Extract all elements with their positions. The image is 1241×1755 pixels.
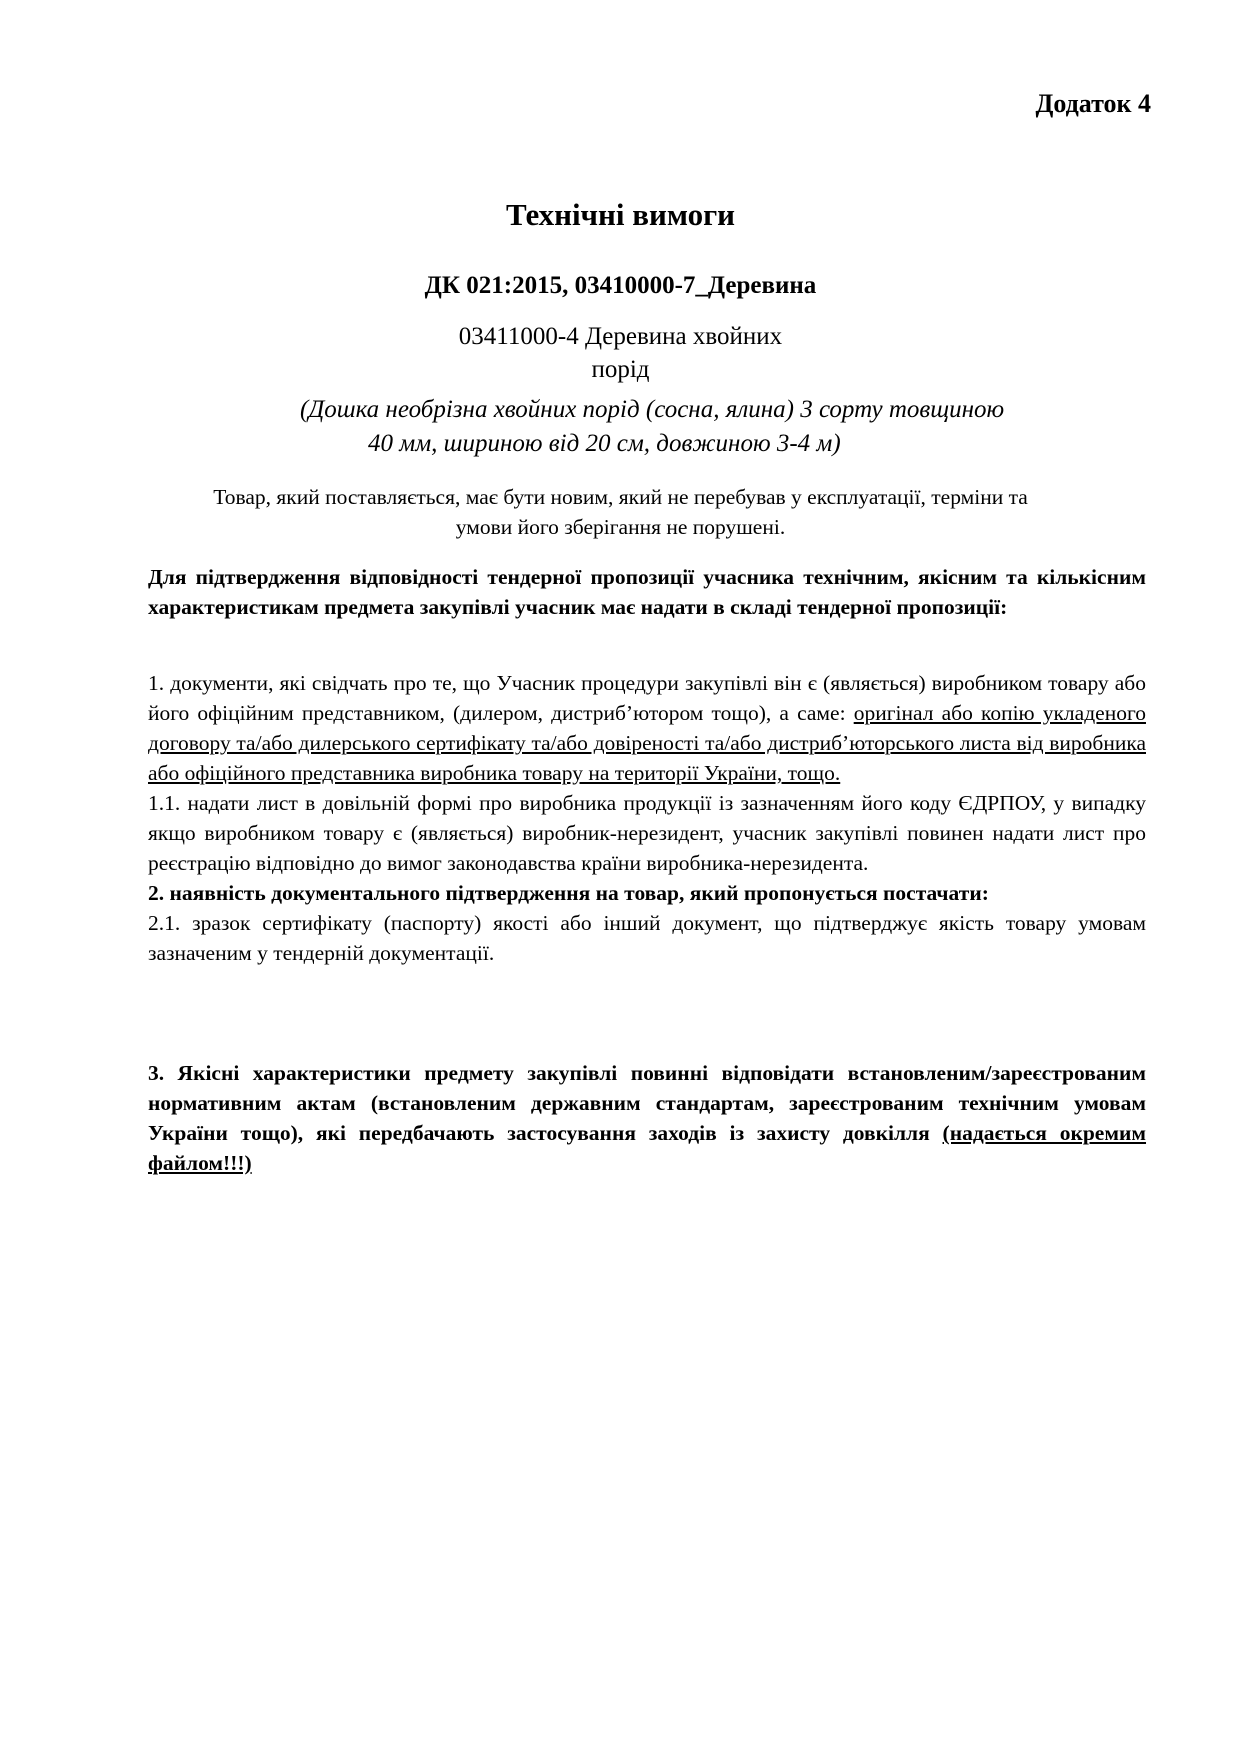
product-specification	[300, 393, 1160, 461]
item-3-text: 3. Якісні характеристики предмету закупівлі повинні відповідати встановленим/зареєстрованим нормативним актам (встановленим державним стандартам, зареєстрованим технічним умовам України тощо), які передбачають застосування заходів із захисту довкілля	[148, 1061, 1146, 1145]
item-1-text: 1. документи, які свідчать про те, що Учасник процедури закупівлі він є (являється) виробником товару або його офіційним представником, (дилером, дистриб’ютором тощо), а саме:	[148, 671, 1146, 725]
item-1-underlined: оригінал або копію укладеного договору та/або дилерського сертифікату та/або довіреності та/або дистриб’юторського листа від виробника або офіційного представника виробника товару на території України, тощо.	[148, 701, 1146, 785]
item-3-underlined: (надається окремим файлом!!!)	[148, 1121, 1147, 1175]
condition-note	[0, 482, 1241, 542]
item-2: 2. наявність документального підтвердження на товар, який пропонується постачати:	[148, 881, 989, 905]
requirements-list	[148, 668, 1146, 968]
subcode-line-1: 03411000-4 Деревина хвойних	[458, 323, 783, 350]
document-title: Технічні вимоги	[505, 197, 736, 232]
subcode-line-2: порід	[591, 356, 650, 383]
spec-line-2: 40 мм, шириною від 20 см, довжиною 3-4 м)	[368, 430, 841, 457]
item-2-1: 2.1. зразок сертифікату (паспорту) якості або інший документ, що підтверджує якість товару умовам зазначеним у тендерній документації.	[148, 911, 1146, 965]
requirements-intro: Для підтвердження відповідності тендерної пропозиції учасника технічним, якісним та кількісним характеристикам предмета закупівлі учасник має надати в складі тендерної пропозиції:	[148, 565, 1146, 619]
classification-code: ДК 021:2015, 03410000-7_Деревина	[424, 272, 817, 299]
annex-label: Додаток 4	[1035, 89, 1151, 118]
note-line-2: умови його зберігання не порушені.	[455, 515, 786, 539]
spec-line-1: (Дошка необрізна хвойних порід (сосна, ялина) 3 сорту товщиною	[300, 396, 1005, 423]
item-1	[148, 668, 1146, 788]
note-line-1: Товар, який поставляється, має бути новим, який не перебував у експлуатації, терміни та	[213, 485, 1028, 509]
subcode	[0, 320, 1241, 386]
item-3	[148, 1058, 1146, 1178]
item-1-1: 1.1. надати лист в довільній формі про виробника продукції із зазначенням його коду ЄДРПОУ, у випадку якщо виробником товару є (являється) виробник-нерезидент, учасник закупівлі повинен надати лист про реєстрацію відповідно до вимог законодавства країни виробника-нерезидента.	[148, 791, 1146, 875]
